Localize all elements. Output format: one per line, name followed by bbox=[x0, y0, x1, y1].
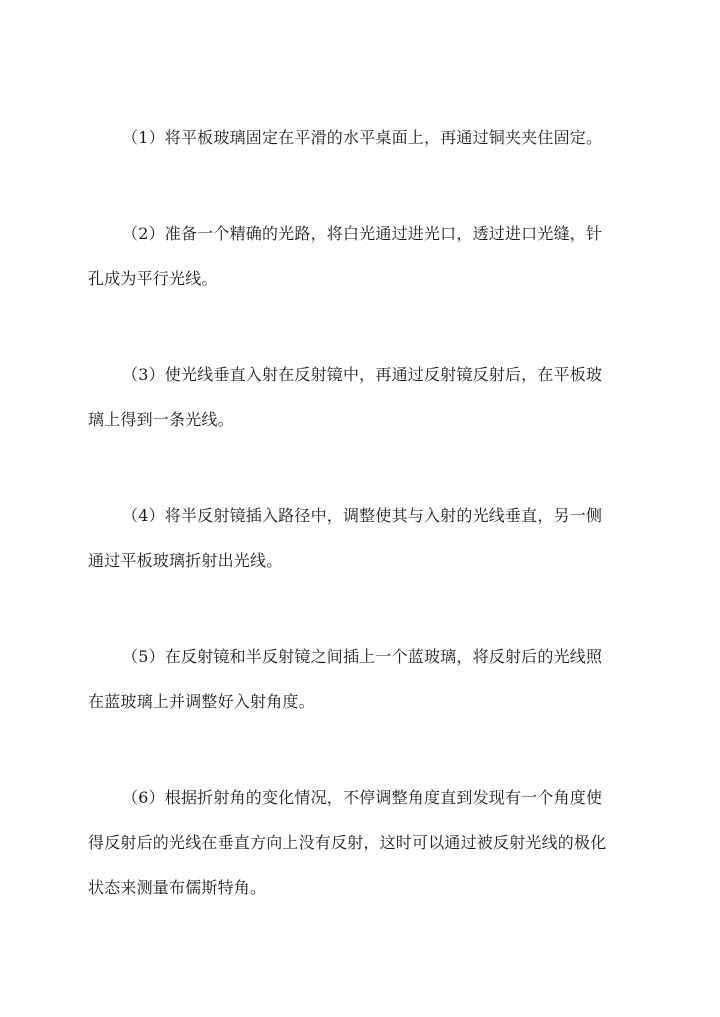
step-4-line-1: （4）将半反射镜插入路径中，调整使其与入射的光线垂直，另一侧 bbox=[122, 506, 603, 525]
step-3-line-2: 璃上得到一条光线。 bbox=[88, 410, 234, 429]
step-6-line-2: 得反射后的光线在垂直方向上没有反射，这时可以通过被反射光线的极化 bbox=[88, 833, 607, 852]
step-5-line-1: （5）在反射镜和半反射镜之间插上一个蓝玻璃，将反射后的光线照 bbox=[122, 647, 603, 666]
step-3-paragraph bbox=[88, 352, 636, 442]
step-6-paragraph bbox=[88, 775, 636, 910]
step-2-paragraph bbox=[88, 211, 636, 301]
step-2-line-1: （2）准备一个精确的光路，将白光通过进光口，透过进口光缝，针 bbox=[122, 224, 603, 243]
step-5-paragraph bbox=[88, 634, 636, 724]
step-5-line-2: 在蓝玻璃上并调整好入射角度。 bbox=[88, 692, 315, 711]
step-1-line-1: （1）将平板玻璃固定在平滑的水平桌面上，再通过铜夹夹住固定。 bbox=[122, 128, 603, 147]
step-4-paragraph bbox=[88, 493, 636, 583]
step-6-line-1: （6）根据折射角的变化情况，不停调整角度直到发现有一个角度使 bbox=[122, 788, 603, 807]
step-1-paragraph bbox=[88, 115, 636, 160]
step-3-line-1: （3）使光线垂直入射在反射镜中，再通过反射镜反射后，在平板玻 bbox=[122, 365, 603, 384]
step-4-line-2: 通过平板玻璃折射出光线。 bbox=[88, 551, 283, 570]
step-2-line-2: 孔成为平行光线。 bbox=[88, 269, 218, 288]
step-6-line-3: 状态来测量布儒斯特角。 bbox=[88, 878, 267, 897]
